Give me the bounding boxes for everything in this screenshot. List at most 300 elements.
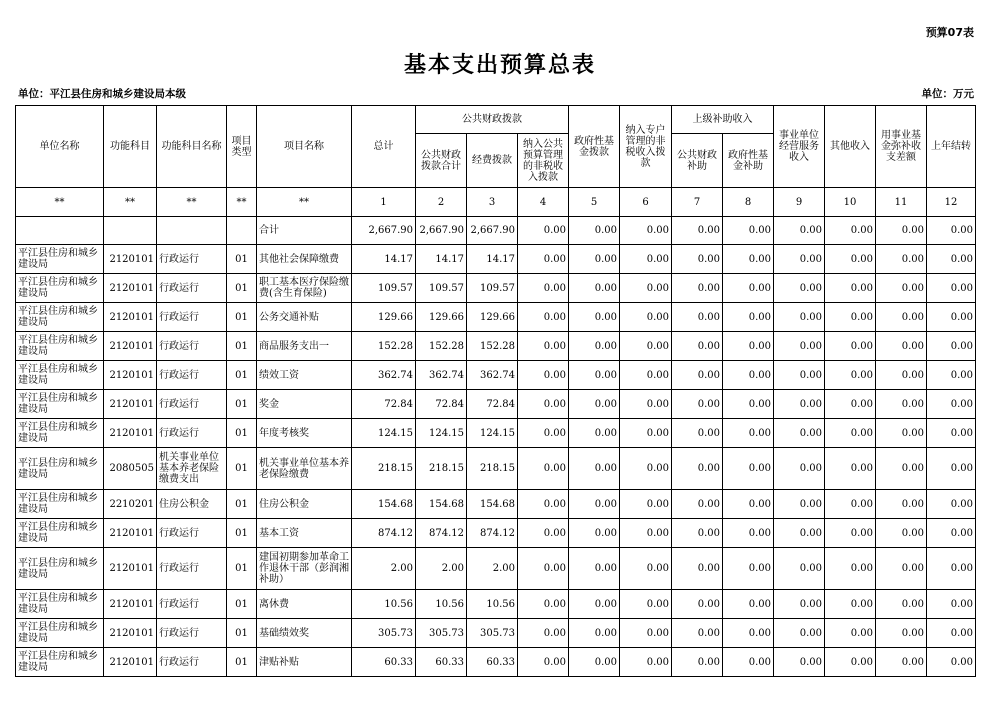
table-row [16,419,976,448]
index-number: 8 [723,188,774,217]
total-value: 0.00 [672,217,723,245]
index-number: 7 [672,188,723,217]
index-number: 5 [569,188,620,217]
header-nontax-public: 纳入公共预算管理的非税收入拨款 [518,134,569,188]
amount-cell: 0.00 [672,648,723,677]
amount-cell: 0.00 [569,390,620,419]
proj-name-cell: 其他社会保障缴费 [257,245,352,274]
proj-type-cell: 01 [227,448,257,490]
amount-cell: 154.68 [467,490,518,519]
func-name-cell: 行政运行 [157,332,227,361]
total-empty-cell [227,217,257,245]
table-row [16,648,976,677]
table-row [16,303,976,332]
amount-cell: 0.00 [723,303,774,332]
unit-name-cell: 平江县住房和城乡建设局 [16,274,104,303]
amount-cell: 0.00 [569,619,620,648]
header-last-year: 上年结转 [927,106,976,188]
proj-name-cell: 商品服务支出一 [257,332,352,361]
table-code: 预算07表 [925,26,974,39]
amount-cell: 0.00 [620,303,672,332]
header-special-nontax: 纳入专户管理的非税收入拨款 [620,106,672,188]
amount-cell: 0.00 [569,303,620,332]
amount-cell: 0.00 [518,332,569,361]
proj-type-cell: 01 [227,519,257,548]
amount-cell: 0.00 [620,490,672,519]
amount-cell: 129.66 [352,303,416,332]
amount-cell: 0.00 [518,390,569,419]
amount-cell: 0.00 [774,619,825,648]
amount-cell: 0.00 [825,490,876,519]
total-value: 0.00 [876,217,927,245]
func-code-cell: 2120101 [104,590,157,619]
amount-cell: 218.15 [352,448,416,490]
amount-cell: 0.00 [876,648,927,677]
amount-cell: 72.84 [467,390,518,419]
proj-name-cell: 年度考核奖 [257,419,352,448]
amount-cell: 0.00 [774,448,825,490]
index-star: ** [157,188,227,217]
amount-cell: 0.00 [876,490,927,519]
amount-cell: 0.00 [876,332,927,361]
total-value: 0.00 [927,217,976,245]
table-row [16,332,976,361]
func-code-cell: 2120101 [104,361,157,390]
amount-cell: 0.00 [927,590,976,619]
table-row [16,390,976,419]
amount-cell: 0.00 [620,245,672,274]
total-value: 0.00 [620,217,672,245]
page-title: 基本支出预算总表 [403,53,596,78]
proj-name-cell: 津贴补贴 [257,648,352,677]
index-number: 2 [416,188,467,217]
proj-type-cell: 01 [227,390,257,419]
amount-cell: 0.00 [569,419,620,448]
proj-name-cell: 机关事业单位基本养老保险缴费 [257,448,352,490]
table-row [16,361,976,390]
unit-name-cell: 平江县住房和城乡建设局 [16,332,104,361]
amount-cell: 0.00 [620,419,672,448]
table-row [16,519,976,548]
amount-cell: 109.57 [352,274,416,303]
amount-cell: 124.15 [416,419,467,448]
amount-cell: 10.56 [352,590,416,619]
amount-cell: 0.00 [825,519,876,548]
amount-cell: 72.84 [416,390,467,419]
proj-name-cell: 住房公积金 [257,490,352,519]
amount-cell: 0.00 [569,245,620,274]
amount-cell: 0.00 [672,274,723,303]
amount-cell: 0.00 [927,332,976,361]
amount-cell: 0.00 [723,519,774,548]
amount-cell: 0.00 [569,519,620,548]
amount-cell: 124.15 [467,419,518,448]
total-value: 0.00 [518,217,569,245]
header-public-group: 公共财政拨款 [416,106,569,134]
amount-cell: 60.33 [352,648,416,677]
func-code-cell: 2210201 [104,490,157,519]
amount-cell: 0.00 [774,303,825,332]
proj-name-cell: 建国初期参加革命工作退休干部（彭润湘补助） [257,548,352,590]
unit-name-cell: 平江县住房和城乡建设局 [16,303,104,332]
unit-name-cell: 平江县住房和城乡建设局 [16,448,104,490]
amount-cell: 0.00 [723,274,774,303]
amount-cell: 362.74 [416,361,467,390]
amount-cell: 0.00 [620,332,672,361]
header-total: 总计 [352,106,416,188]
func-code-cell: 2120101 [104,519,157,548]
header-proj-type: 项目类型 [227,106,257,188]
table-row [16,274,976,303]
amount-cell: 0.00 [723,448,774,490]
func-name-cell: 机关事业单位基本养老保险缴费支出 [157,448,227,490]
amount-cell: 0.00 [672,303,723,332]
table-row [16,619,976,648]
proj-type-cell: 01 [227,332,257,361]
amount-cell: 0.00 [518,619,569,648]
amount-cell: 152.28 [352,332,416,361]
amount-cell: 0.00 [620,548,672,590]
func-code-cell: 2120101 [104,332,157,361]
unit-label: 单位：平江县住房和城乡建设局本级 [18,88,186,100]
amount-cell: 0.00 [723,590,774,619]
unit-name-cell: 平江县住房和城乡建设局 [16,548,104,590]
index-number: 1 [352,188,416,217]
func-code-cell: 2080505 [104,448,157,490]
budget-table [15,105,976,677]
amount-cell: 0.00 [672,548,723,590]
table-row [16,245,976,274]
func-name-cell: 行政运行 [157,548,227,590]
amount-cell: 0.00 [569,448,620,490]
index-number: 11 [876,188,927,217]
amount-cell: 0.00 [825,245,876,274]
func-name-cell: 行政运行 [157,619,227,648]
func-name-cell: 住房公积金 [157,490,227,519]
amount-cell: 0.00 [927,419,976,448]
amount-cell: 2.00 [467,548,518,590]
amount-cell: 14.17 [352,245,416,274]
func-name-cell: 行政运行 [157,303,227,332]
proj-name-cell: 基础绩效奖 [257,619,352,648]
proj-type-cell: 01 [227,303,257,332]
unit-name-cell: 平江县住房和城乡建设局 [16,590,104,619]
amount-cell: 0.00 [876,245,927,274]
total-value: 2,667.90 [416,217,467,245]
amount-cell: 152.28 [416,332,467,361]
amount-cell: 218.15 [467,448,518,490]
amount-cell: 0.00 [723,619,774,648]
currency-unit-label: 单位：万元 [921,88,974,100]
amount-cell: 0.00 [825,274,876,303]
amount-cell: 0.00 [518,419,569,448]
amount-cell: 0.00 [927,490,976,519]
amount-cell: 129.66 [467,303,518,332]
amount-cell: 154.68 [416,490,467,519]
unit-name-cell: 平江县住房和城乡建设局 [16,390,104,419]
amount-cell: 0.00 [620,590,672,619]
amount-cell: 0.00 [672,448,723,490]
amount-cell: 0.00 [774,332,825,361]
unit-name-cell: 平江县住房和城乡建设局 [16,648,104,677]
amount-cell: 305.73 [352,619,416,648]
amount-cell: 2.00 [416,548,467,590]
amount-cell: 72.84 [352,390,416,419]
index-star: ** [104,188,157,217]
proj-type-cell: 01 [227,361,257,390]
total-empty-cell [16,217,104,245]
unit-name-cell: 平江县住房和城乡建设局 [16,361,104,390]
amount-cell: 0.00 [620,361,672,390]
amount-cell: 0.00 [825,303,876,332]
amount-cell: 0.00 [774,361,825,390]
header-proj-name: 项目名称 [257,106,352,188]
amount-cell: 0.00 [569,548,620,590]
header-func-code: 功能科目 [104,106,157,188]
amount-cell: 0.00 [927,303,976,332]
amount-cell: 0.00 [620,519,672,548]
amount-cell: 0.00 [723,648,774,677]
amount-cell: 0.00 [927,390,976,419]
proj-type-cell: 01 [227,548,257,590]
amount-cell: 0.00 [518,361,569,390]
header-biz-fund: 用事业基金弥补收支差额 [876,106,927,188]
amount-cell: 0.00 [518,274,569,303]
amount-cell: 2.00 [352,548,416,590]
proj-type-cell: 01 [227,490,257,519]
amount-cell: 305.73 [467,619,518,648]
amount-cell: 109.57 [467,274,518,303]
amount-cell: 0.00 [569,332,620,361]
proj-name-cell: 绩效工资 [257,361,352,390]
amount-cell: 0.00 [569,490,620,519]
table-row [16,448,976,490]
amount-cell: 0.00 [518,303,569,332]
func-name-cell: 行政运行 [157,419,227,448]
index-number: 6 [620,188,672,217]
total-label: 合计 [257,217,352,245]
func-name-cell: 行政运行 [157,390,227,419]
proj-name-cell: 离休费 [257,590,352,619]
func-code-cell: 2120101 [104,419,157,448]
amount-cell: 0.00 [569,361,620,390]
amount-cell: 0.00 [620,274,672,303]
total-empty-cell [157,217,227,245]
amount-cell: 0.00 [876,519,927,548]
amount-cell: 874.12 [467,519,518,548]
amount-cell: 0.00 [774,419,825,448]
func-code-cell: 2120101 [104,274,157,303]
amount-cell: 0.00 [620,648,672,677]
proj-type-cell: 01 [227,274,257,303]
amount-cell: 0.00 [876,590,927,619]
amount-cell: 0.00 [927,245,976,274]
func-code-cell: 2120101 [104,245,157,274]
proj-name-cell: 奖金 [257,390,352,419]
amount-cell: 0.00 [723,245,774,274]
amount-cell: 0.00 [876,303,927,332]
func-name-cell: 行政运行 [157,590,227,619]
amount-cell: 0.00 [569,274,620,303]
amount-cell: 0.00 [518,648,569,677]
proj-type-cell: 01 [227,245,257,274]
amount-cell: 0.00 [825,390,876,419]
index-number: 12 [927,188,976,217]
header-upper-gov: 政府性基金补助 [723,134,774,188]
total-value: 2,667.90 [352,217,416,245]
total-value: 0.00 [825,217,876,245]
amount-cell: 0.00 [672,590,723,619]
table-row [16,590,976,619]
amount-cell: 0.00 [723,390,774,419]
header-public-sub: 公共财政拨款合计 [416,134,467,188]
header-func-name: 功能科目名称 [157,106,227,188]
amount-cell: 0.00 [825,332,876,361]
amount-cell: 0.00 [774,648,825,677]
total-value: 2,667.90 [467,217,518,245]
index-star: ** [227,188,257,217]
amount-cell: 14.17 [416,245,467,274]
amount-cell: 0.00 [672,332,723,361]
amount-cell: 0.00 [672,519,723,548]
amount-cell: 0.00 [876,419,927,448]
amount-cell: 0.00 [774,519,825,548]
amount-cell: 0.00 [723,332,774,361]
amount-cell: 0.00 [774,548,825,590]
index-number: 10 [825,188,876,217]
amount-cell: 0.00 [672,245,723,274]
amount-cell: 152.28 [467,332,518,361]
func-name-cell: 行政运行 [157,361,227,390]
amount-cell: 0.00 [620,390,672,419]
amount-cell: 0.00 [927,274,976,303]
amount-cell: 0.00 [876,548,927,590]
func-name-cell: 行政运行 [157,648,227,677]
func-name-cell: 行政运行 [157,519,227,548]
index-number: 4 [518,188,569,217]
total-value: 0.00 [723,217,774,245]
amount-cell: 0.00 [620,619,672,648]
amount-cell: 218.15 [416,448,467,490]
amount-cell: 0.00 [876,390,927,419]
proj-type-cell: 01 [227,419,257,448]
index-row [16,188,976,217]
amount-cell: 0.00 [518,245,569,274]
func-name-cell: 行政运行 [157,245,227,274]
amount-cell: 0.00 [672,619,723,648]
amount-cell: 0.00 [876,448,927,490]
unit-name-cell: 平江县住房和城乡建设局 [16,490,104,519]
index-star: ** [257,188,352,217]
amount-cell: 0.00 [672,361,723,390]
proj-type-cell: 01 [227,648,257,677]
amount-cell: 0.00 [774,490,825,519]
unit-name-cell: 平江县住房和城乡建设局 [16,519,104,548]
index-star: ** [16,188,104,217]
func-code-cell: 2120101 [104,390,157,419]
amount-cell: 874.12 [416,519,467,548]
total-row [16,217,976,245]
amount-cell: 0.00 [518,490,569,519]
amount-cell: 0.00 [723,490,774,519]
amount-cell: 0.00 [927,619,976,648]
amount-cell: 0.00 [672,390,723,419]
amount-cell: 0.00 [927,648,976,677]
amount-cell: 0.00 [876,619,927,648]
amount-cell: 0.00 [518,448,569,490]
amount-cell: 0.00 [518,548,569,590]
amount-cell: 0.00 [825,619,876,648]
amount-cell: 10.56 [416,590,467,619]
amount-cell: 0.00 [569,648,620,677]
header-upper-group: 上级补助收入 [672,106,774,134]
amount-cell: 0.00 [723,419,774,448]
amount-cell: 0.00 [825,548,876,590]
amount-cell: 0.00 [723,361,774,390]
amount-cell: 0.00 [620,448,672,490]
amount-cell: 0.00 [672,490,723,519]
amount-cell: 0.00 [876,274,927,303]
func-code-cell: 2120101 [104,619,157,648]
func-name-cell: 行政运行 [157,274,227,303]
func-code-cell: 2120101 [104,303,157,332]
amount-cell: 0.00 [825,419,876,448]
amount-cell: 0.00 [518,519,569,548]
amount-cell: 0.00 [774,590,825,619]
func-code-cell: 2120101 [104,648,157,677]
index-number: 9 [774,188,825,217]
proj-type-cell: 01 [227,590,257,619]
proj-name-cell: 公务交通补贴 [257,303,352,332]
amount-cell: 0.00 [774,274,825,303]
amount-cell: 60.33 [416,648,467,677]
amount-cell: 154.68 [352,490,416,519]
amount-cell: 109.57 [416,274,467,303]
proj-name-cell: 职工基本医疗保险缴费(含生育保险) [257,274,352,303]
proj-name-cell: 基本工资 [257,519,352,548]
table-row [16,548,976,590]
amount-cell: 0.00 [825,448,876,490]
amount-cell: 10.56 [467,590,518,619]
amount-cell: 0.00 [927,548,976,590]
unit-name-cell: 平江县住房和城乡建设局 [16,419,104,448]
header-upper-public: 公共财政补助 [672,134,723,188]
amount-cell: 0.00 [825,361,876,390]
index-number: 3 [467,188,518,217]
total-value: 0.00 [569,217,620,245]
amount-cell: 0.00 [672,419,723,448]
header-unit-name: 单位名称 [16,106,104,188]
total-empty-cell [104,217,157,245]
amount-cell: 0.00 [876,361,927,390]
amount-cell: 0.00 [723,548,774,590]
amount-cell: 0.00 [927,448,976,490]
header-biz-income: 事业单位经营服务收入 [774,106,825,188]
unit-name-cell: 平江县住房和城乡建设局 [16,619,104,648]
header-other-income: 其他收入 [825,106,876,188]
amount-cell: 129.66 [416,303,467,332]
header-gov-fund: 政府性基金拨款 [569,106,620,188]
total-value: 0.00 [774,217,825,245]
proj-type-cell: 01 [227,619,257,648]
amount-cell: 0.00 [825,648,876,677]
amount-cell: 0.00 [927,519,976,548]
amount-cell: 362.74 [352,361,416,390]
amount-cell: 14.17 [467,245,518,274]
amount-cell: 362.74 [467,361,518,390]
amount-cell: 0.00 [825,590,876,619]
amount-cell: 0.00 [518,590,569,619]
